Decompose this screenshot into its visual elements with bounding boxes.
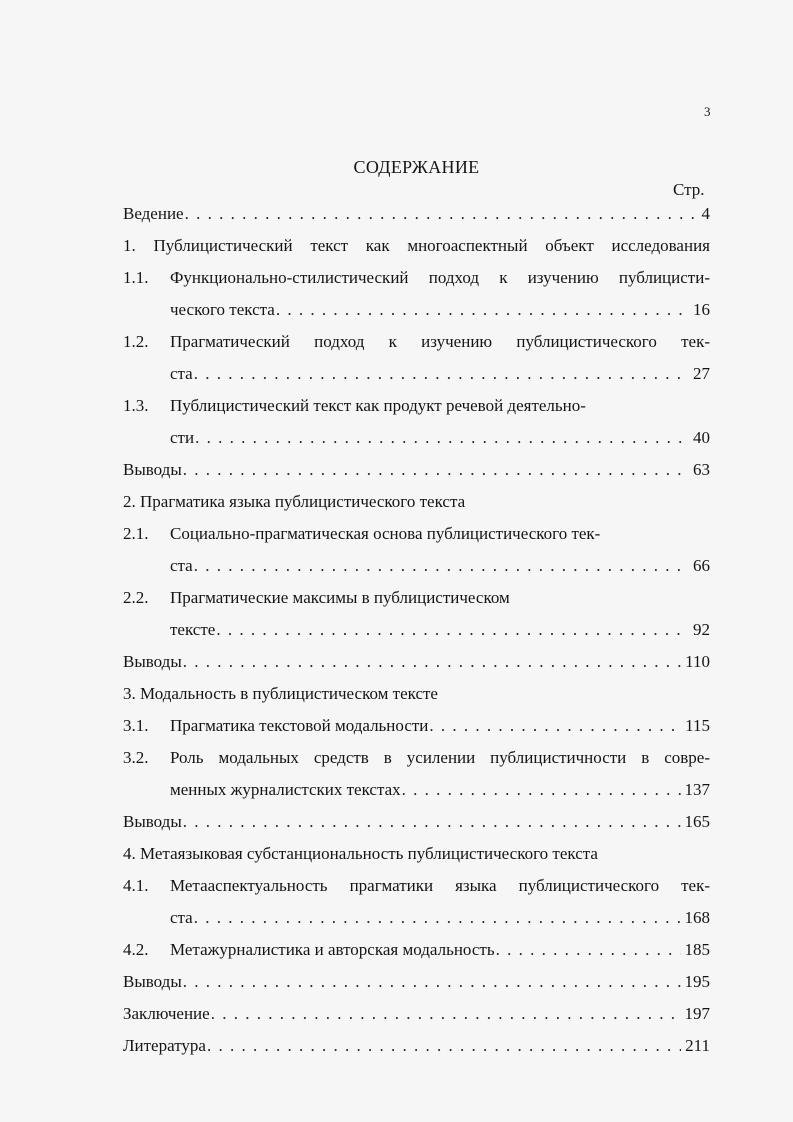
toc-entry-intro[interactable]: Ведение . . . 4 xyxy=(123,202,710,226)
toc-chapter-3[interactable]: 3. Модальность в публицистическом тексте xyxy=(123,684,438,703)
toc-conclusions-1[interactable]: Выводы . . . 63 xyxy=(123,458,710,482)
toc-literature[interactable]: Литература . . . 211 xyxy=(123,1034,710,1058)
toc-section-1-3[interactable]: 1.3. Публицистический текст как продукт речевой деятельно- xyxy=(123,396,586,415)
toc-section-4-1[interactable]: 4.1. Метааспектуальность прагматики языка публицистического тек- xyxy=(123,876,710,895)
toc-section-1-2-cont[interactable]: ста . . . 27 xyxy=(170,362,710,386)
toc-conclusions-3[interactable]: Выводы . . . 165 xyxy=(123,810,710,834)
toc-section-2-1-cont[interactable]: ста . . . 66 xyxy=(170,554,710,578)
toc-section-2-2[interactable]: 2.2. Прагматические максимы в публицистическом xyxy=(123,588,510,607)
page-column-label: Стр. xyxy=(673,180,705,199)
toc-section-2-2-cont[interactable]: тексте . . . 92 xyxy=(170,618,710,642)
toc-section-3-2[interactable]: 3.2. Роль модальных средств в усилении публицистичности в совре- xyxy=(123,748,710,767)
page-title: СОДЕРЖАНИЕ xyxy=(353,157,480,177)
toc-section-4-1-cont[interactable]: ста . . . 168 xyxy=(170,906,710,930)
toc-section-4-2[interactable]: 4.2. Метажурналистика и авторская модальность . . . 185 xyxy=(123,938,710,962)
toc-conclusions-2[interactable]: Выводы . . . 110 xyxy=(123,650,710,674)
toc-chapter-4[interactable]: 4. Метаязыковая субстанциональность публицистического текста xyxy=(123,844,598,863)
toc-conclusions-4[interactable]: Выводы . . . 195 xyxy=(123,970,710,994)
toc-section-3-2-cont[interactable]: менных журналистских текстах . . . 137 xyxy=(170,778,710,802)
toc-section-2-1[interactable]: 2.1. Социально-прагматическая основа публицистического тек- xyxy=(123,524,601,543)
page-number: 3 xyxy=(704,104,711,119)
toc-section-3-1[interactable]: 3.1. Прагматика текстовой модальности . . . 115 xyxy=(123,714,710,738)
toc-chapter-2[interactable]: 2. Прагматика языка публицистического текста xyxy=(123,492,466,511)
toc-conclusion[interactable]: Заключение . . . 197 xyxy=(123,1002,710,1026)
toc-section-1-1[interactable]: 1.1. Функционально-стилистический подход к изучению публицисти- xyxy=(123,268,710,287)
toc-chapter-1[interactable]: 1. Публицистический текст как многоаспектный объект исследования xyxy=(123,236,710,255)
toc-section-1-2[interactable]: 1.2. Прагматический подход к изучению публицистического тек- xyxy=(123,332,710,351)
toc-section-1-1-cont[interactable]: ческого текста . . . 16 xyxy=(170,298,710,322)
toc-section-1-3-cont[interactable]: сти . . . 40 xyxy=(170,426,710,450)
